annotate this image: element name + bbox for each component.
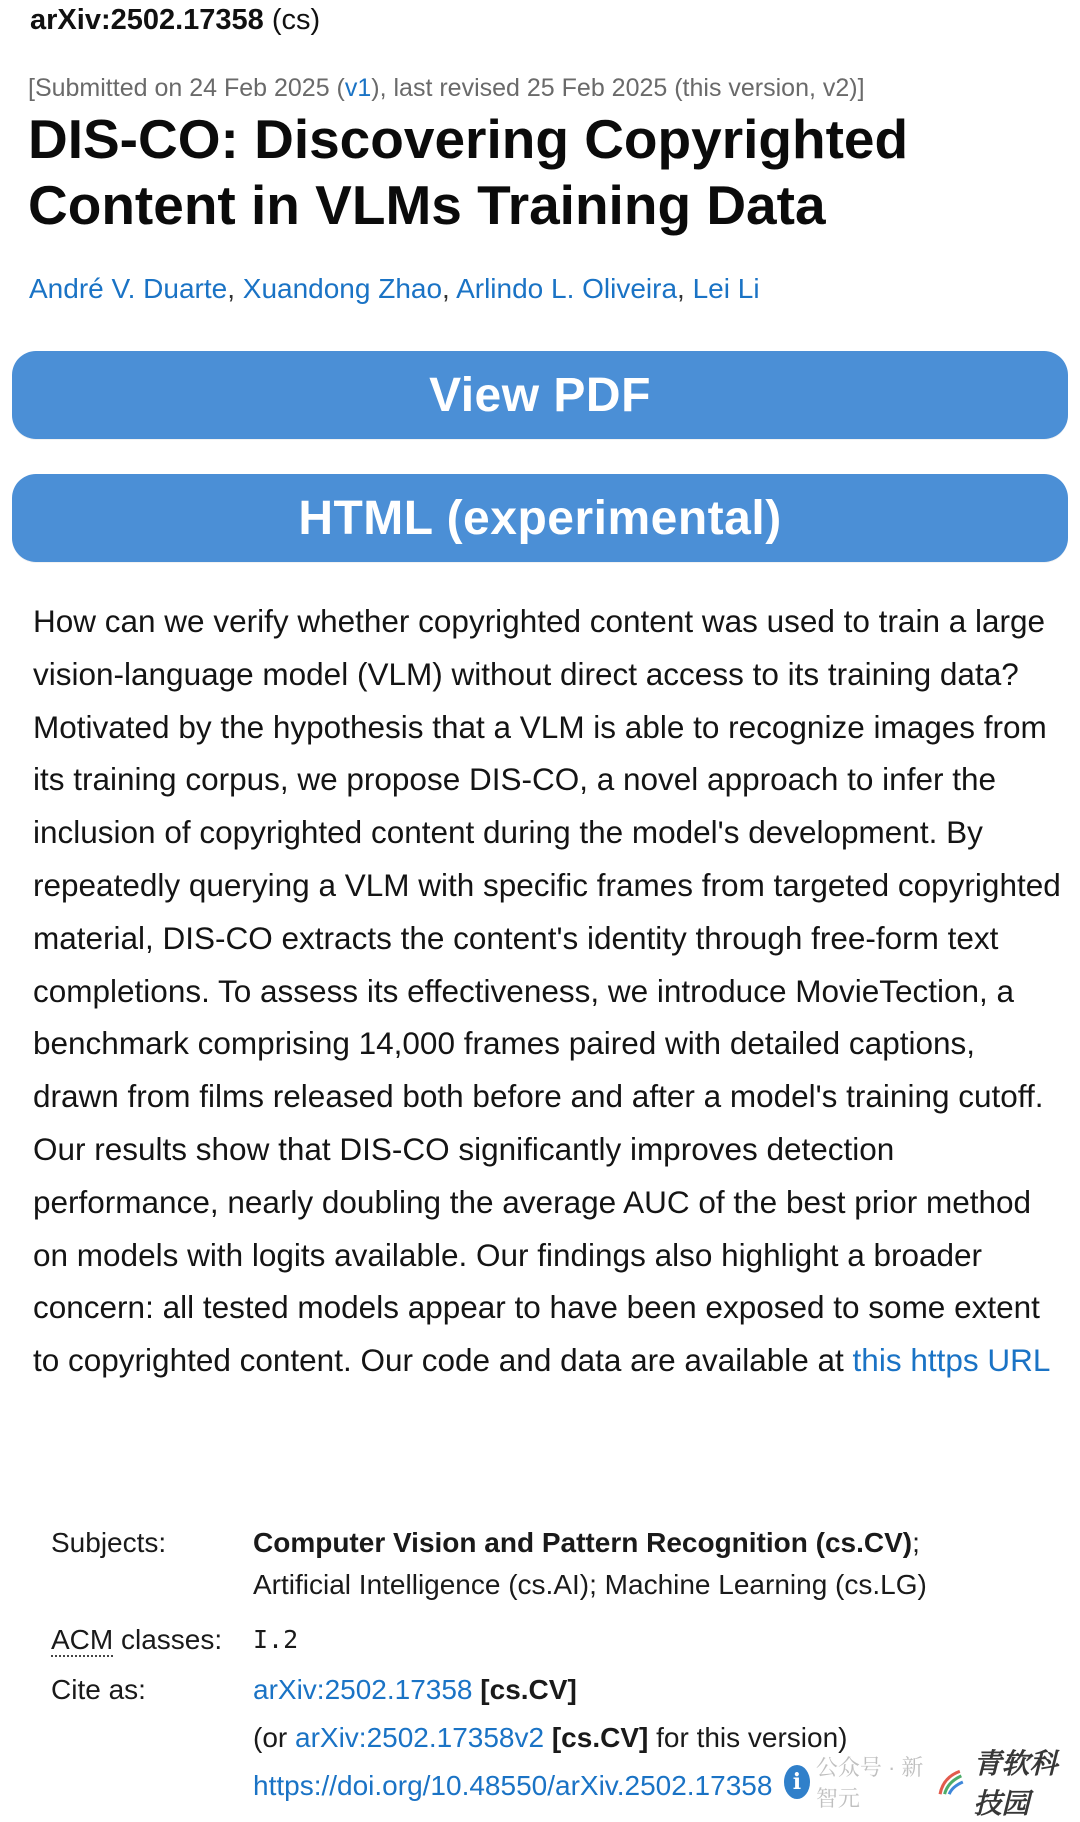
subjects-label: Subjects:	[51, 1527, 167, 1558]
info-icon[interactable]: i	[784, 1765, 810, 1799]
author-link[interactable]: André V. Duarte	[29, 273, 228, 304]
secondary-subjects: Artificial Intelligence (cs.AI); Machine Learning (cs.LG)	[253, 1569, 927, 1600]
abstract-text: How can we verify whether copyrighted content was used to train a large vision-language model (VLM) without direct access to its training data? Motivated by the hypothesis that a VLM is able to recognize images from its training corpus, we propose DIS-CO, a novel approach to infer the inclusion of copyrighted content during the model's development. By repeatedly querying a VLM with specific frames from targeted copyrighted material, DIS-CO extracts the content's identity through free-form text completions. To assess its effectiveness, we introduce MovieTection, a benchmark comprising 14,000 frames paired with detailed captions, drawn from films released both before and after a model's training cutoff. Our results show that DIS-CO significantly improves detection performance, nearly doubling the average AUC of the best prior method on models with logits available. Our findings also highlight a broader concern: all tested models appear to have been exposed to some extent to copyrighted content. Our code and data are available at	[33, 603, 1061, 1379]
acm-classes-value: I.2	[253, 1625, 299, 1654]
cite-v2-link[interactable]: arXiv:2502.17358v2	[295, 1722, 545, 1753]
paper-title: DIS-CO: Discovering Copyrighted Content in VLMs Training Data	[28, 108, 909, 236]
cite-arxiv-link[interactable]: arXiv:2502.17358	[253, 1674, 473, 1705]
code-data-link[interactable]: this https URL	[852, 1342, 1051, 1379]
arxiv-id: arXiv:2502.17358	[30, 4, 264, 36]
arxiv-header	[30, 4, 320, 37]
cite-line: arXiv:2502.17358 [cs.CV]	[253, 1674, 577, 1705]
html-experimental-button[interactable]: HTML (experimental)	[12, 474, 1068, 562]
primary-subject: Computer Vision and Pattern Recognition (cs.CV)	[253, 1527, 913, 1558]
author-link[interactable]: Lei Li	[692, 273, 760, 304]
subjects-row	[51, 1522, 1061, 1612]
author-link[interactable]: Arlindo L. Oliveira	[456, 273, 678, 304]
watermark	[784, 1748, 1080, 1819]
author-list: André V. Duarte, Xuandong Zhao, Arlindo L. Oliveira, Lei Li	[29, 273, 760, 304]
brand-logo-icon	[937, 1762, 967, 1802]
subjects-value: Computer Vision and Pattern Recognition (cs.CV); Artificial Intelligence (cs.AI); Machine Learning (cs.LG)	[253, 1527, 927, 1600]
submission-history: [Submitted on 24 Feb 2025 (v1), last revised 25 Feb 2025 (this version, v2)]	[28, 74, 865, 102]
acm-classes-row	[51, 1616, 1061, 1664]
arxiv-category: (cs)	[271, 4, 321, 36]
abstract	[33, 595, 1063, 1387]
version-v1-link[interactable]: v1	[344, 74, 372, 102]
watermark-brand: 青软科技园	[973, 1748, 1058, 1819]
author-link[interactable]: Xuandong Zhao	[242, 273, 443, 304]
watermark-faded-text: 公众号 · 新智元	[815, 1755, 924, 1811]
cite-as-label: Cite as:	[51, 1674, 146, 1705]
acm-abbr: ACM	[51, 1624, 114, 1655]
doi-link[interactable]: https://doi.org/10.48550/arXiv.2502.17358	[253, 1770, 773, 1801]
cite-version-line: (or arXiv:2502.17358v2 [cs.CV] for this version)	[253, 1722, 848, 1753]
view-pdf-button[interactable]: View PDF	[12, 351, 1068, 439]
acm-classes-label: ACM classes:	[51, 1624, 223, 1655]
